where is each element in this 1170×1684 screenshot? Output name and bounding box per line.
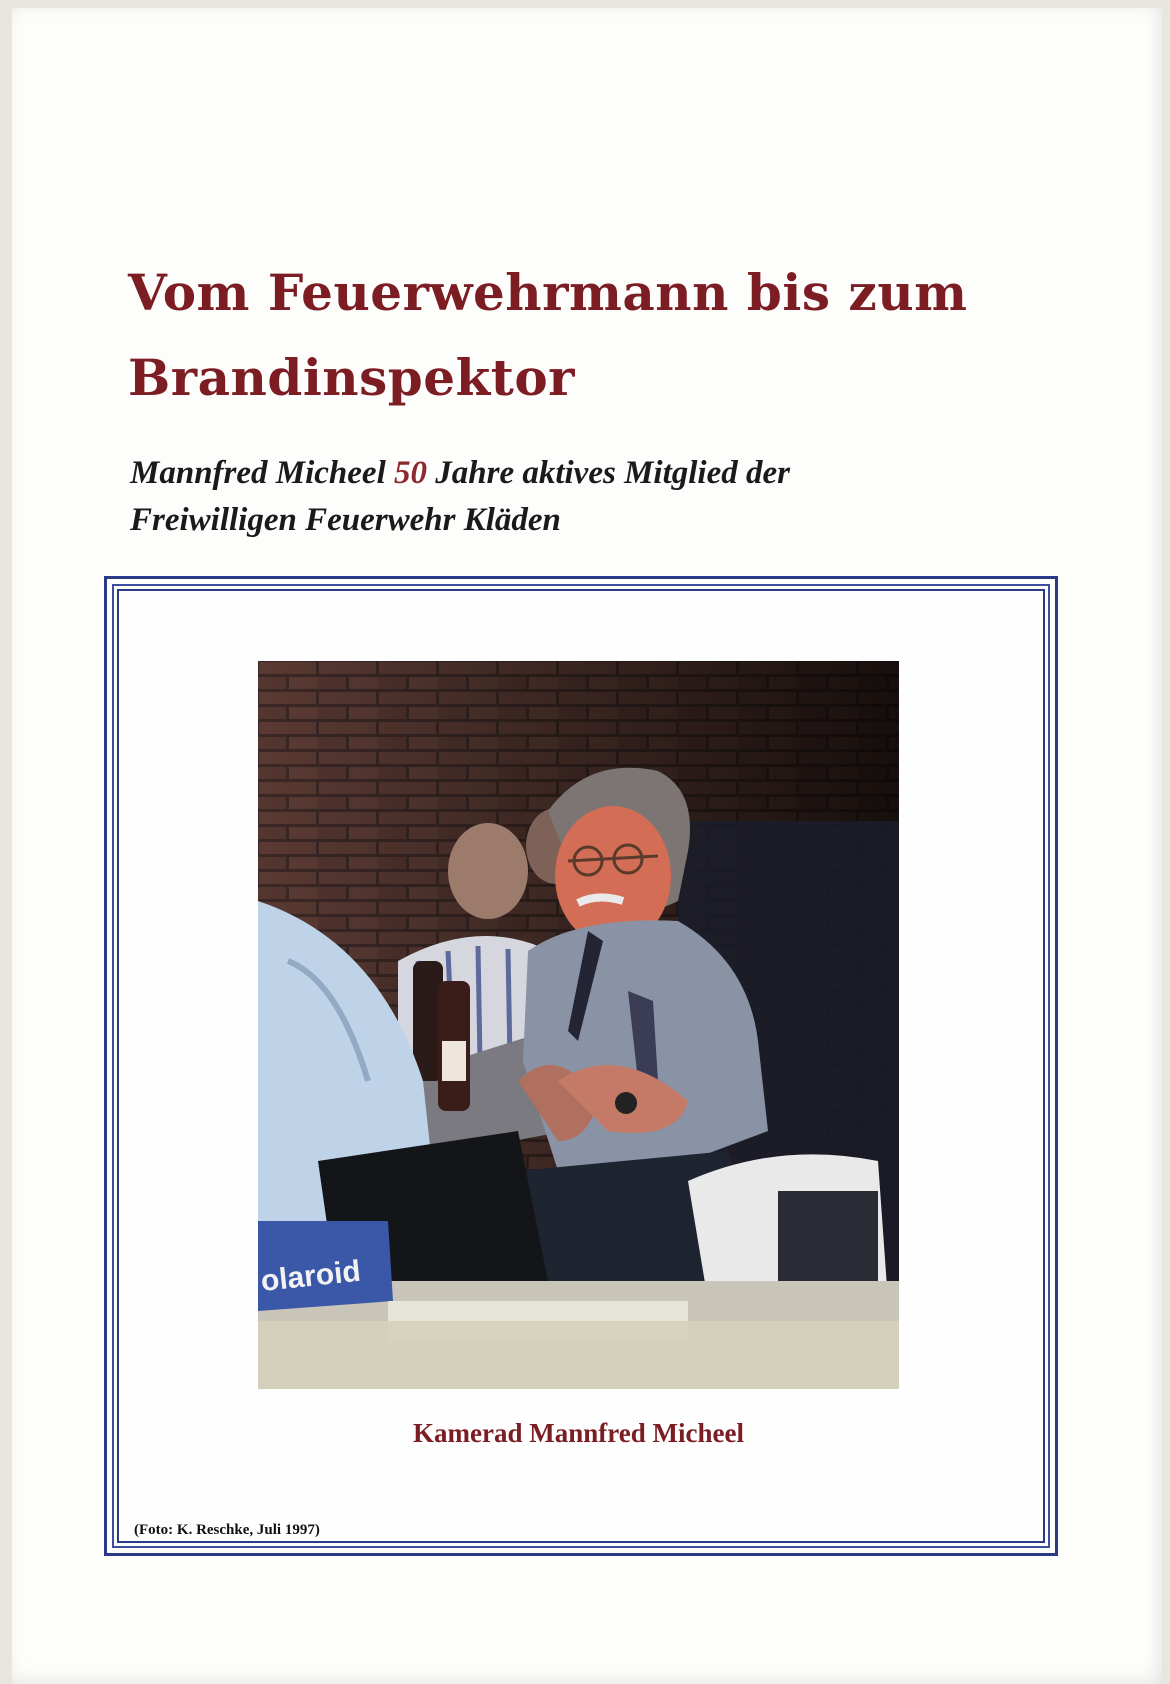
- subtitle-line-1: [130, 450, 1030, 497]
- photo: [258, 661, 899, 1389]
- polaroid-box-label: olaroid: [259, 1254, 363, 1298]
- page-title: [128, 250, 1028, 420]
- title-line-2: Brandinspektor: [128, 348, 576, 407]
- subtitle-line-2: Freiwilligen Feuerwehr Kläden: [130, 502, 561, 538]
- subtitle: [130, 450, 1030, 544]
- subtitle-name: Mannfred Micheel: [130, 455, 394, 491]
- title-line-1: Vom Feuerwehrmann bis zum: [128, 263, 968, 322]
- subtitle-rest: Jahre aktives Mitglied der: [427, 455, 790, 491]
- photo-caption: Kamerad Mannfred Micheel: [413, 1418, 744, 1448]
- photo-credit: (Foto: K. Reschke, Juli 1997): [134, 1522, 320, 1538]
- photo-image: [258, 661, 899, 1389]
- subtitle-years: 50: [394, 455, 427, 491]
